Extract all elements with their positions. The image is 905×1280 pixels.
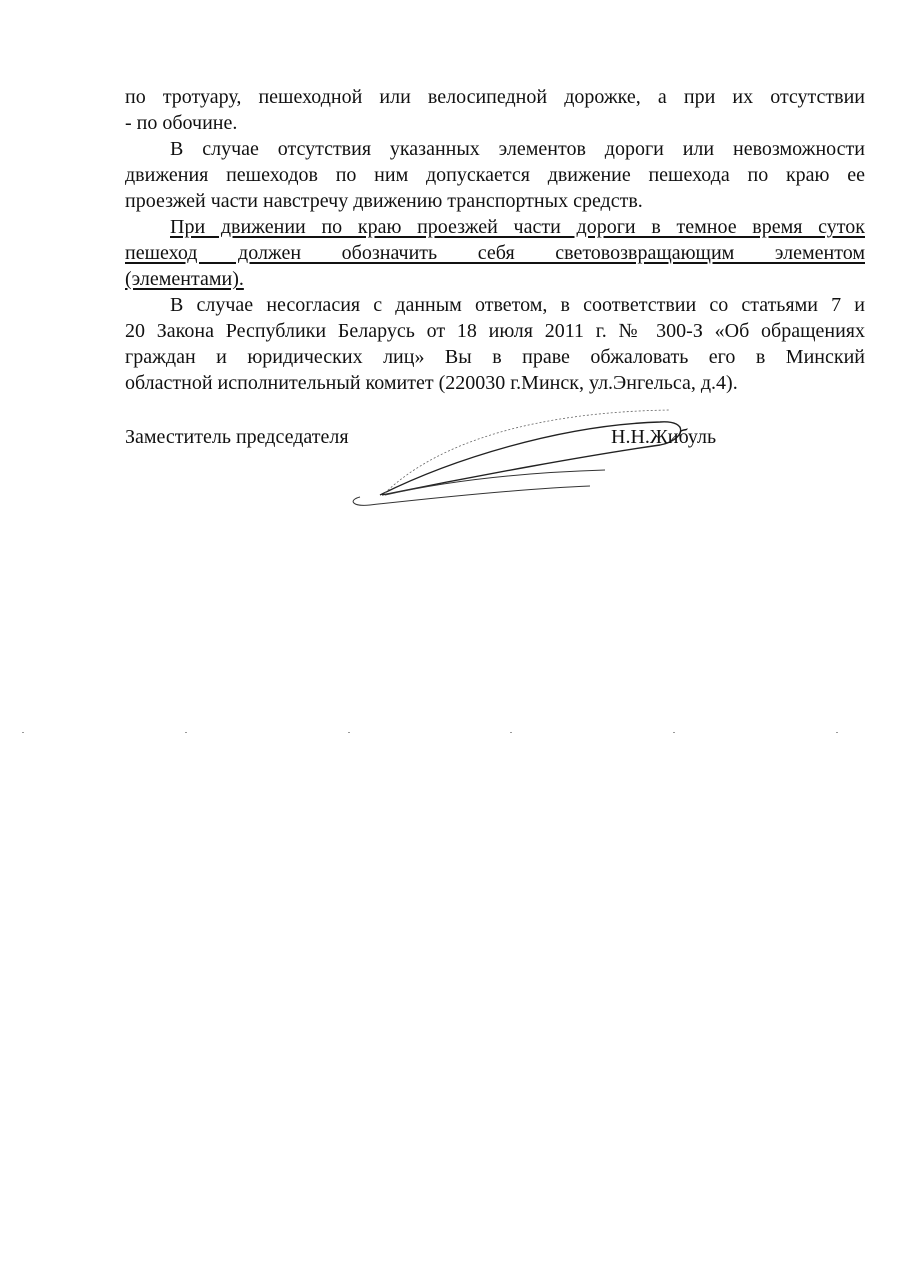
scan-mark [673,732,675,733]
text-line: (элементами). [125,268,244,290]
text-line-wrap [125,266,865,292]
text-line: граждан и юридических лиц» Вы в праве обжаловать его в Минский [125,346,865,368]
scan-fold-marks [0,732,905,738]
signature-block [125,424,865,450]
paragraph-1 [125,84,865,136]
document-body [125,84,865,396]
scan-mark [836,732,838,733]
paragraph-2 [125,136,865,214]
scan-mark [510,732,512,733]
text-line: областной исполнительный комитет (220030 г.Минск, ул.Энгельса, д.4). [125,372,738,394]
text-line: движения пешеходов по ним допускается движение пешехода по краю ее [125,164,865,186]
text-line-wrap [125,214,865,240]
paragraph-3-underlined [125,214,865,292]
text-line: проезжей части навстречу движению транспортных средств. [125,190,643,212]
text-line: 20 Закона Республики Беларусь от 18 июля 2011 г. № 300-З «Об обращениях [125,320,865,342]
text-line: При движении по краю проезжей части дороги в темное время суток [170,216,865,238]
text-line: по тротуару, пешеходной или велосипедной дорожке, а при их отсутствии [125,86,865,108]
signatory-name: Н.Н.Жибуль [611,426,717,448]
handwritten-signature [340,400,700,520]
text-line: В случае отсутствия указанных элементов дороги или невозможности [170,138,865,160]
scan-mark [348,732,350,733]
paragraph-4 [125,292,865,396]
text-line: пешеход должен обозначить себя световозвращающим элементом [125,242,865,264]
signatory-position: Заместитель председателя [125,426,349,448]
scan-mark [22,732,24,733]
text-line: - по обочине. [125,112,238,134]
scan-mark [185,732,187,733]
text-line: В случае несогласия с данным ответом, в соответствии со статьями 7 и [170,294,865,316]
